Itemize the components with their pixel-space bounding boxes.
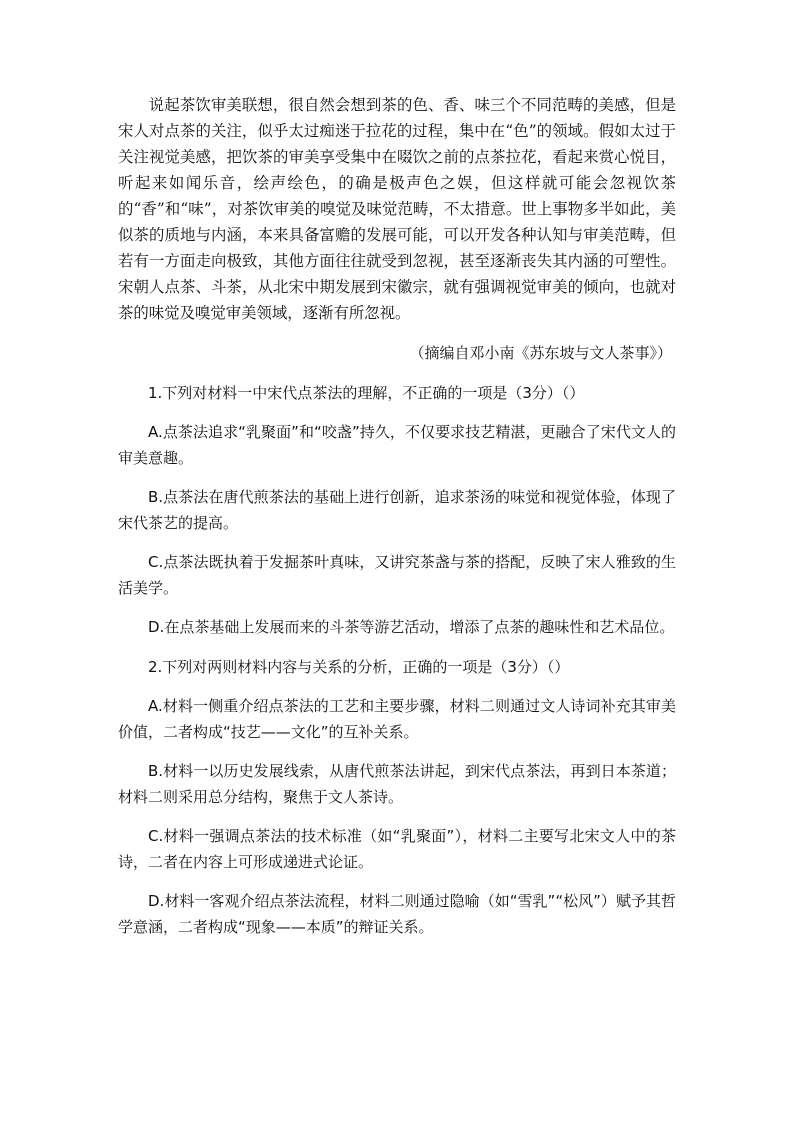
question-2-option-b: B.材料一以历史发展线索，从唐代煎茶法讲起，到宋代点茶法，再到日本茶道；材料二则采用总分结构，聚焦于文人茶诗。	[118, 762, 676, 806]
question-2-option-d: D.材料一客观介绍点茶法流程，材料二则通过隐喻（如“雪乳”“松风”）赋予其哲学意涵，二者构成“现象——本质”的辩证关系。	[118, 892, 676, 936]
question-1-stem: 1.下列对材料一中宋代点茶法的理解，不正确的一项是（3分）（）	[148, 384, 585, 402]
question-2-stem: 2.下列对两则材料内容与关系的分析，正确的一项是（3分）（）	[148, 658, 570, 676]
question-1-option-b: B.点茶法在唐代煎茶法的基础上进行创新，追求茶汤的味觉和视觉体验，体现了宋代茶艺的提高。	[118, 488, 676, 532]
question-1-option-c: C.点茶法既执着于发掘茶叶真味，又讲究茶盏与茶的搭配，反映了宋人雅致的生活美学。	[118, 553, 676, 597]
question-2-option-a: A.材料一侧重介绍点茶法的工艺和主要步骤，材料二则通过文人诗词补充其审美价值，二者构成“技艺——文化”的互补关系。	[118, 697, 676, 741]
question-2-option-c: C.材料一强调点茶法的技术标准（如“乳聚面”），材料二主要写北宋文人中的茶诗，二者在内容上可形成递进式论证。	[118, 827, 676, 871]
reading-passage: 说起茶饮审美联想，很自然会想到茶的色、香、味三个不同范畴的美感，但是宋人对点茶的关注，似乎太过痴迷于拉花的过程，集中在“色”的领域。假如太过于关注视觉美感，把饮茶的审美享受集中在啜饮之前的点茶拉花，看起来赏心悦目，听起来如闻乐音，绘声绘色，的确是极声色之娱，但这样就可能会忽视饮茶的“香”和“味”，对茶饮审美的嗅觉及味觉范畴，不太措意。世上事物多半如此，美似茶的质地与内涵，本来具备富赡的发展可能，可以开发各种认知与审美范畴，但若有一方面走向极致，其他方面往往就受到忽视，甚至逐渐丧失其内涵的可塑性。宋朝人点茶、斗茶，从北宋中期发展到宋徽宗，就有强调视觉审美的倾向，也就对茶的味觉及嗅觉审美领域，逐渐有所忽视。	[118, 96, 676, 322]
source-citation: （摘编自邓小南《苏东坡与文人茶事》）	[409, 344, 672, 362]
question-1-option-d: D.在点茶基础上发展而来的斗茶等游艺活动，增添了点茶的趣味性和艺术品位。	[148, 618, 675, 636]
question-1-option-a: A.点茶法追求“乳聚面”和“咬盏”持久，不仅要求技艺精湛，更融合了宋代文人的审美意趣。	[118, 423, 676, 467]
document-page	[118, 92, 676, 940]
